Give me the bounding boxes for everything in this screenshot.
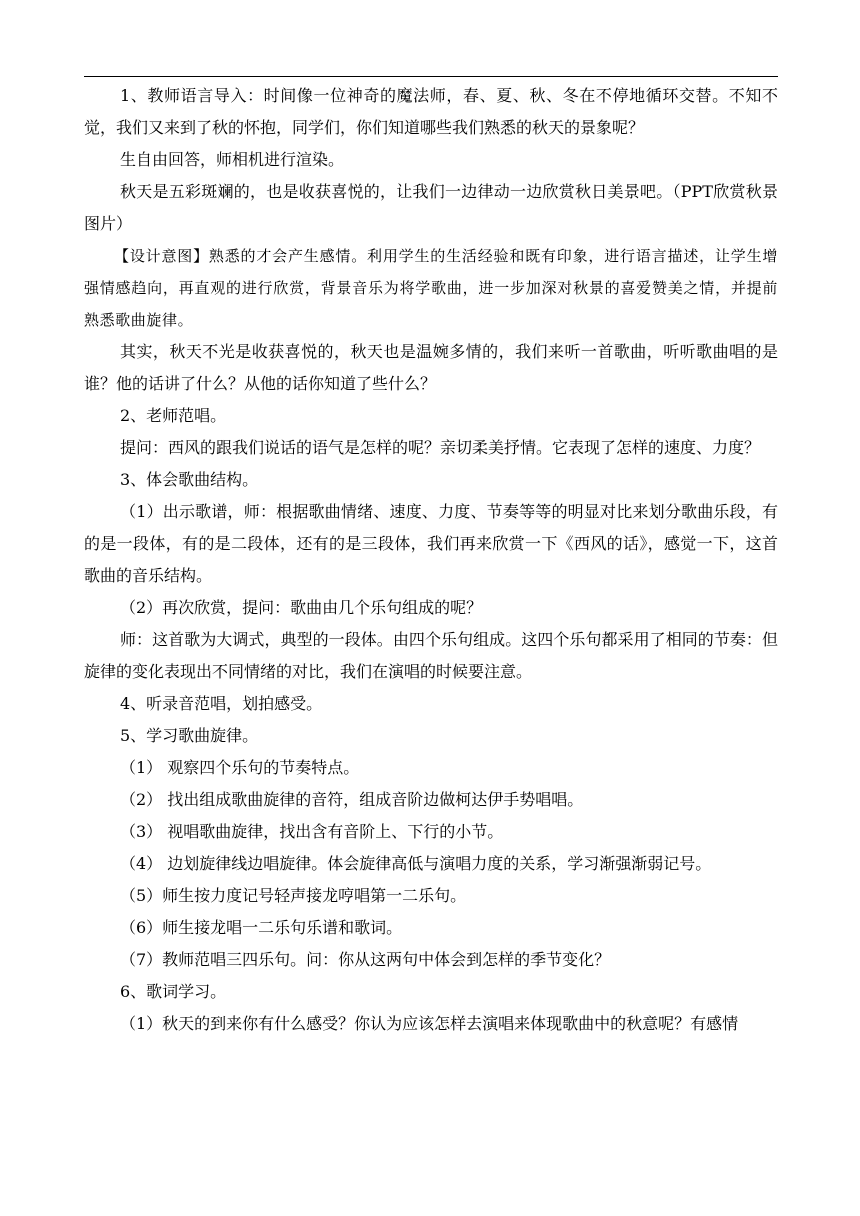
list-item-melody-1: （1） 观察四个乐句的节奏特点。 — [120, 758, 360, 777]
paragraph-student-answer: 生自由回答，师相机进行渲染。 — [120, 150, 345, 169]
header-rule — [84, 76, 778, 77]
paragraph-question-tone: 提问：西风的跟我们说话的语气是怎样的呢？亲切柔美抒情。它表现了怎样的速度、力度？ — [120, 438, 761, 457]
paragraph-listen-song: 其实，秋天不光是收获喜悦的，秋天也是温婉多情的，我们来听一首歌曲，听听歌曲唱的是谁？他的话讲了什么？从他的话你知道了些什么？ — [84, 342, 778, 393]
paragraph-song-structure: 3、体会歌曲结构。 — [120, 470, 259, 489]
paragraph-lyrics-learning: 6、歌词学习。 — [120, 982, 227, 1001]
paragraph-design-intent: 【设计意图】熟悉的才会产生感情。利用学生的生活经验和既有印象，进行语言描述，让学生增强情感趋向，再直观的进行欣赏，背景音乐为将学歌曲，进一步加深对秋景的喜爱赞美之情，并提前熟悉歌曲旋律。 — [84, 247, 778, 329]
paragraph-structure-1: （1）出示歌谱，师：根据歌曲情绪、速度、力度、节奏等等的明显对比来划分歌曲乐段，有的是一段体，有的是二段体，还有的是三段体，我们再来欣赏一下《西风的话》，感觉一下，这首歌曲的音乐结构。 — [84, 502, 778, 585]
list-item-melody-6: （6）师生接龙唱一二乐句乐谱和歌词。 — [120, 918, 403, 937]
list-item-melody-2: （2） 找出组成歌曲旋律的音符，组成音阶边做柯达伊手势唱唱。 — [120, 790, 584, 809]
document-body — [84, 80, 778, 1040]
paragraph-teacher-explain: 师：这首歌为大调式，典型的一段体。由四个乐句组成。这四个乐句都采用了相同的节奏：但旋律的变化表现出不同情绪的对比，我们在演唱的时候要注意。 — [84, 630, 778, 681]
list-item-melody-7: （7）教师范唱三四乐句。问：你从这两句中体会到怎样的季节变化？ — [120, 950, 611, 969]
list-item-lyrics-1: （1）秋天的到来你有什么感受？你认为应该怎样去演唱来体现歌曲中的秋意呢？有感情 — [120, 1014, 739, 1033]
paragraph-teacher-demo: 2、老师范唱。 — [120, 406, 227, 425]
list-item-melody-4: （4） 边划旋律线边唱旋律。体会旋律高低与演唱力度的关系，学习渐强渐弱记号。 — [120, 854, 712, 873]
paragraph-intro: 1、教师语言导入：时间像一位神奇的魔法师，春、夏、秋、冬在不停地循环交替。不知不觉，我们又来到了秋的怀抱，同学们，你们知道哪些我们熟悉的秋天的景象呢？ — [84, 86, 778, 137]
paragraph-autumn-scene: 秋天是五彩斑斓的，也是收获喜悦的，让我们一边律动一边欣赏秋日美景吧。（PPT欣赏秋景图片） — [84, 182, 778, 233]
paragraph-structure-2: （2）再次欣赏，提问：歌曲由几个乐句组成的呢？ — [120, 598, 483, 617]
paragraph-listen-record: 4、听录音范唱，划拍感受。 — [120, 694, 323, 713]
paragraph-learn-melody: 5、学习歌曲旋律。 — [120, 726, 259, 745]
list-item-melody-3: （3） 视唱歌曲旋律，找出含有音阶上、下行的小节。 — [120, 822, 504, 841]
list-item-melody-5: （5）师生按力度记号轻声接龙哼唱第一二乐句。 — [120, 886, 467, 905]
